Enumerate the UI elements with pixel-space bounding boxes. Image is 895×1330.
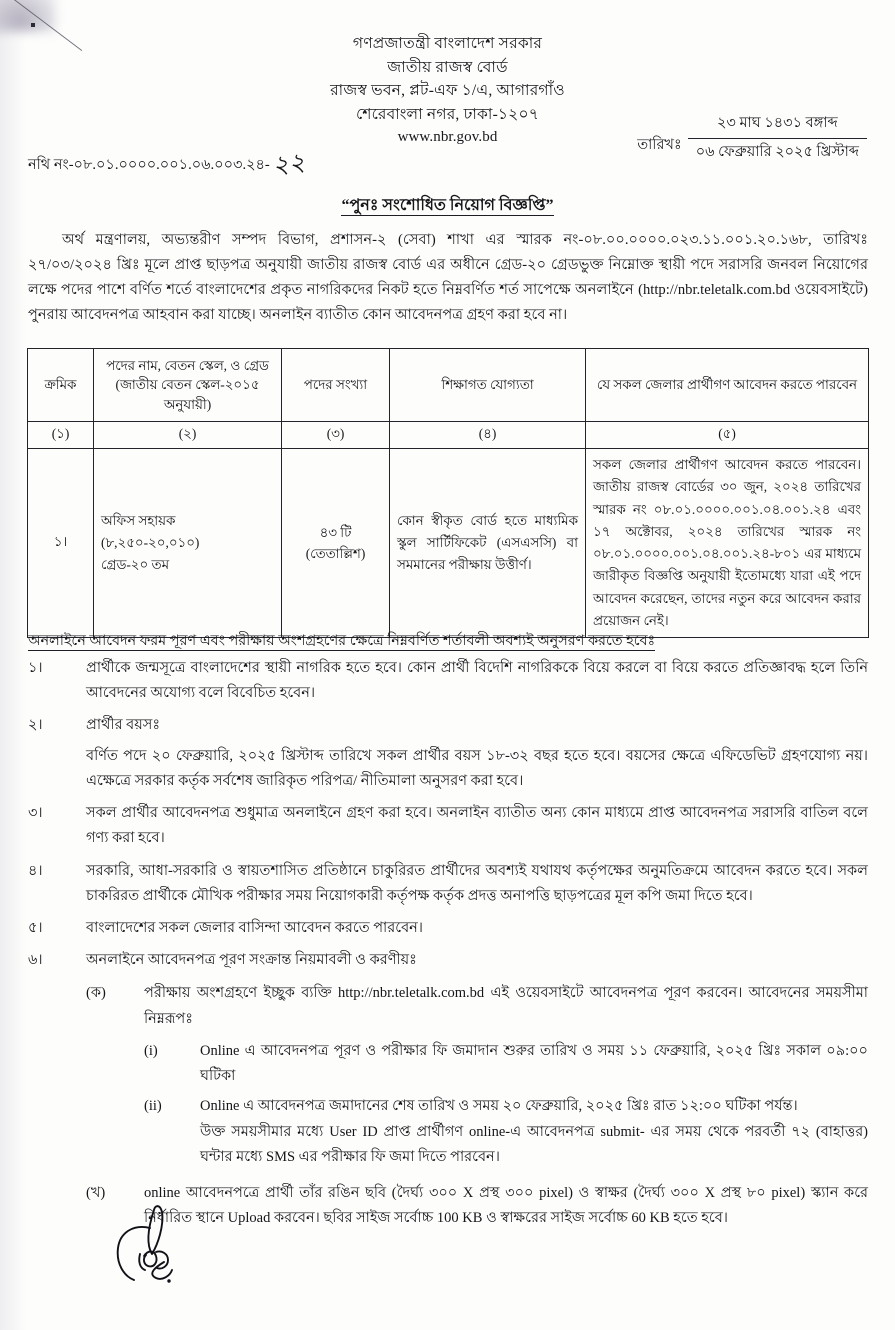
post-grade: গ্রেড-২০ তম (101, 556, 170, 572)
date-label: তারিখঃ (637, 136, 682, 153)
colnum-4: (৪) (390, 422, 586, 449)
condition-item-2 (28, 713, 868, 794)
bangla-date: ২৩ মাঘ ১৪৩১ বঙ্গাব্দ (688, 112, 867, 139)
file-number (28, 147, 307, 180)
timeline-list (144, 1039, 868, 1170)
cell-education: কোন স্বীকৃত বোর্ড হতে মাধ্যমিক স্কুল সার্টিফিকেট (এসএসসি) বা সমমানের পরীক্ষায় উত্তীর্ণ। (390, 449, 586, 638)
condition-item-1 (28, 656, 868, 706)
sub-condition-text: পরীক্ষায় অংশগ্রহণে ইচ্ছুক ব্যক্তি http://nbr.teletalk.com.bd এই ওয়েবসাইটে আবেদনপত্র পূরণ করবেন। আবেদনের সময়সীমা নিম্নরূপঃ (144, 985, 868, 1027)
condition-item-3 (28, 801, 868, 851)
th-education: শিক্ষাগত যোগ্যতা (390, 349, 586, 422)
colnum-3: (৩) (282, 422, 390, 449)
gregorian-date: ০৬ ফেব্রুয়ারি ২০২৫ খ্রিস্টাব্দ (695, 144, 859, 160)
condition-marker: ৩। (28, 805, 43, 822)
condition-text: বাংলাদেশের সকল জেলার বাসিন্দা আবেদন করতে পারবেন। (86, 919, 423, 936)
th-post-name: পদের নাম, বেতন স্কেল, ও গ্রেড (জাতীয় বেতন স্কেল-২০১৫ অনুযায়ী) (94, 349, 282, 422)
cell-post-details (94, 449, 282, 638)
condition-item-4 (28, 859, 868, 909)
condition-text: সকল প্রার্থীর আবেদনপত্র শুধুমাত্র অনলাইনে গ্রহণ করা হবে। অনলাইন ব্যাতীত অন্য কোন মাধ্যমে প্রাপ্ত আবেদনপত্র সরাসরি বাতিল বলে গণ্য করা হবে। (86, 805, 868, 847)
timeline-item-ii (144, 1094, 868, 1170)
conditions-heading-text: অনলাইনে আবেদন ফরম পূরণ এবং পরীক্ষায় অংশগ্রহণের ক্ষেত্রে নিম্নবর্ণিত শর্তাবলী অবশ্যই অনুসরণ করতে হবেঃ (28, 633, 656, 649)
condition-marker: ২। (28, 717, 43, 734)
timeline-extra: উক্ত সময়সীমার মধ্যে User ID প্রাপ্ত প্রার্থীগণ online-এ আবেদনপত্র submit- এর সময় থেকে পরবর্তী ৭২ (বাহাত্তর) ঘন্টার মধ্যে SMS এর পরীক্ষার ফি জমা দিতে পারবেন। (200, 1123, 868, 1165)
condition-marker: ৬। (28, 952, 43, 969)
cell-districts: সকল জেলার প্রার্থীগণ আবেদন করতে পারবেন। জাতীয় রাজস্ব বোর্ডের ৩০ জুন, ২০২৪ তারিখের স্মারক নং ০৮.০১.০০০০.০০১.০৪.০০১.২৪ এবং ১৭ অক্টোবর, ২০২৪ তারিখের স্মারক নং ০৮.০১.০০০০.০০১.০৪.০০১.২৪-৮০১ এর মাধ্যমে জারীকৃত বিজ্ঞপ্তি অনুযায়ী ইতোমধ্যে যারা এই পদে আবেদন করেছেন, তাদের নতুন করে আবেদন করার প্রয়োজন নেই। (586, 449, 869, 638)
sub-condition-marker: (খ) (86, 1184, 106, 1201)
table-header-row (28, 349, 869, 422)
timeline-text: Online এ আবেদনপত্র জমাদানের শেষ তারিখ ও সময় ২০ ফেব্রুয়ারি, ২০২৫ খ্রিঃ রাত ১২:০০ ঘটিকা পর্যন্ত। (200, 1098, 798, 1115)
pay-scale: (৮,২৫০-২০,০১০) (101, 535, 200, 551)
page-title-text: “পুনঃ সংশোধিত নিয়োগ বিজ্ঞপ্তি” (341, 197, 554, 214)
timeline-item-i (144, 1039, 868, 1089)
vacancy-table (27, 348, 869, 638)
cell-serial: ১। (28, 449, 94, 638)
condition-body (86, 713, 868, 794)
date-block (637, 112, 867, 165)
sub-condition-marker: (ক) (86, 985, 106, 1002)
signature-icon (76, 1194, 266, 1302)
page-title (0, 192, 895, 219)
timeline-marker: (i) (144, 1042, 158, 1059)
vacancy-table-wrapper (27, 348, 868, 638)
post-name: অফিস সহায়ক (101, 513, 176, 529)
conditions-list (28, 656, 868, 1244)
office-address-1: রাজস্ব ভবন, প্লট-এফ ১/এ, আগারগাঁও (330, 82, 565, 100)
th-districts: যে সকল জেলার প্রার্থীগণ আবেদন করতে পারবেন (586, 349, 869, 422)
timeline-text: Online এ আবেদনপত্র পূরণ ও পরীক্ষার ফি জমাদান শুরুর তারিখ ও সময় ১১ ফেব্রুয়ারি, ২০২৫ খ্রিঃ সকাল ০৯:০০ ঘটিকা (200, 1042, 868, 1085)
sub-condition-text: online আবেদনপত্রে প্রার্থী তাঁর রঙিন ছবি (দৈর্ঘ্য ৩০০ X প্রস্থ ৩০০ pixel) ও স্বাক্ষর (দৈর্ঘ্য ৩০০ X প্রস্থ ৮০ pixel) স্ক্যান করে নির্ধারিত স্থানে Upload করবেন। ছবির সাইজ সর্বোচ্চ 100 KB ও স্বাক্ষরের সাইজ সর্বোচ্চ 60 KB হতে হবে। (144, 1184, 868, 1227)
vacancy-count-figure: ৪৩ টি (319, 524, 352, 540)
govt-name: গণপ্রজাতন্ত্রী বাংলাদেশ সরকার (352, 35, 543, 52)
vacancy-count-words: (তেতাল্লিশ) (305, 546, 366, 561)
timeline-body (200, 1094, 868, 1170)
condition-marker: ৪। (28, 862, 43, 879)
sub-condition-ka (86, 981, 868, 1175)
cell-vacancy-count (282, 449, 390, 638)
condition-item-5 (28, 916, 868, 941)
condition-text: প্রার্থীকে জন্মসূত্রে বাংলাদেশের স্থায়ী নাগরিক হতে হবে। কোন প্রার্থী বিদেশি নাগরিককে বিয়ে করলে বা বিয়ে করতে প্রতিজ্ঞাবদ্ধ হলে তিনি আবেদনের অযোগ্য বলে বিবেচিত হবেন। (86, 660, 868, 702)
table-row (28, 449, 869, 638)
condition-text: প্রার্থীর বয়সঃ (86, 717, 161, 734)
board-name: জাতীয় রাজস্ব বোর্ড (387, 58, 508, 76)
intro-paragraph: অর্থ মন্ত্রণালয়, অভ্যন্তরীণ সম্পদ বিভাগ, প্রশাসন-২ (সেবা) শাখা এর স্মারক নং-০৮.০০.০০০০.০২৩.১১.০০১.২০.১৬৮, তারিখঃ ২৭/০৩/২০২৪ খ্রিঃ মূলে প্রাপ্ত ছাড়পত্র অনুযায়ী জাতীয় রাজস্ব বোর্ড এর অধীনে গ্রেড-২০ গ্রেডভুক্ত নিম্নোক্ত স্থায়ী পদে সরাসরি জনবল নিয়োগের লক্ষে পদের পাশে বর্ণিত শর্তে বাংলাদেশের প্রকৃত নাগরিকদের নিকট হতে নিম্নবর্ণিত শর্ত সাপেক্ষে অনলাইনে (http://nbr.teletalk.com.bd ওয়েবসাইটে) পুনরায় আবেদনপত্র আহবান করা যাচ্ছে। অনলাইন ব্যাতীত কোন আবেদনপত্র গ্রহণ করা হবে না। (28, 232, 868, 324)
colnum-5: (৫) (586, 422, 869, 449)
timeline-marker: (ii) (144, 1098, 162, 1115)
condition-marker: ১। (28, 660, 43, 676)
website-url[interactable]: www.nbr.gov.bd (397, 129, 498, 146)
condition-marker: ৫। (28, 919, 43, 936)
file-number-label: নথি নং-০৮.০১.০০০০.০০১.০৬.০০৩.২৪- (28, 157, 270, 173)
colnum-2: (২) (94, 422, 282, 449)
condition-text: সরকারি, আধা-সরকারি ও স্বায়তশাসিত প্রতিষ্ঠানে চাকুরিরত প্রার্থীদের অবশ্যই যথাযথ কর্তৃপক্ষের অনুমতিক্রমে আবেদন করতে হবে। সকল চাকরিরত প্রার্থীকে মৌখিক পরীক্ষার সময় নিয়োগকারী কর্তৃপক্ষ কর্তৃক প্রদত্ত অনাপত্তি ছাড়পত্রের মূল কপি জমা দিতে হবে। (86, 862, 868, 904)
table-column-number-row (28, 422, 869, 449)
condition-text: অনলাইনে আবেদনপত্র পূরণ সংক্রান্ত নিয়মাবলী ও করণীয়ঃ (86, 952, 417, 969)
file-number-handwritten-suffix: ২২ (270, 147, 307, 180)
th-vacancy: পদের সংখ্যা (282, 349, 390, 422)
conditions-heading (28, 630, 655, 654)
condition-subtext: বর্ণিত পদে ২০ ফেব্রুয়ারি, ২০২৫ খ্রিস্টাব্দ তারিখে সকল প্রার্থীর বয়স ১৮-৩২ বছর হতে হবে। বয়সের ক্ষেত্রে এফিডেভিট গ্রহণযোগ্য নয়। এক্ষেত্রে সরকার কর্তৃক সর্বশেষ জারিকৃত পরিপত্র/ নীতিমালা অনুসরণ করা হবে। (86, 747, 868, 789)
sub-condition-body (144, 981, 868, 1175)
office-address-2: শেরেবাংলা নগর, ঢাকা-১২০৭ (355, 105, 540, 123)
colnum-1: (১) (28, 422, 94, 449)
th-serial: ক্রমিক (28, 349, 94, 422)
